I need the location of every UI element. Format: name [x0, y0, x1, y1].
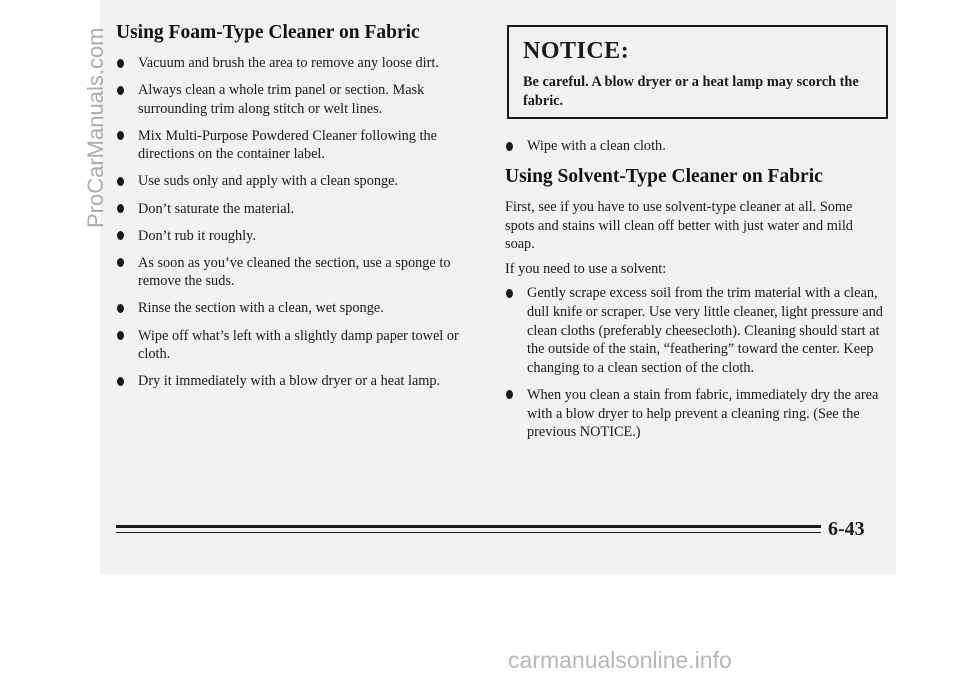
list-item-text: When you clean a stain from fabric, immediately dry the area with a blow dryer to help prevent a cleaning ring. (See the previous NOTICE.) [527, 386, 879, 441]
list-item-text: Wipe with a clean cloth. [527, 138, 666, 154]
side-watermark: ProCarManuals.com [83, 27, 108, 228]
bullet-icon [506, 390, 513, 399]
solvent-cleaner-heading: Using Solvent-Type Cleaner on Fabric [505, 166, 823, 188]
foam-cleaner-list [116, 54, 491, 391]
wipe-list [505, 137, 885, 156]
list-item-text: Rinse the section with a clean, wet sponge. [138, 300, 384, 317]
list-item [505, 284, 885, 377]
list-item [116, 227, 491, 246]
notice-box [507, 25, 888, 119]
list-item [116, 54, 491, 73]
bullet-icon [117, 231, 124, 240]
footer-rule-thick [116, 525, 821, 528]
list-item [116, 372, 491, 391]
list-item [505, 386, 885, 442]
left-column [116, 20, 491, 399]
list-item [116, 254, 491, 291]
bullet-icon [117, 86, 124, 95]
bullet-icon [117, 331, 124, 340]
solvent-cleaner-list [505, 284, 885, 441]
foam-cleaner-heading: Using Foam-Type Cleaner on Fabric [116, 22, 420, 43]
bottom-watermark: carmanualsonline.info [508, 647, 732, 673]
bullet-icon [506, 142, 513, 151]
list-item-text: Mix Multi-Purpose Powdered Cleaner following the directions on the container label. [138, 127, 437, 163]
list-item-text: Use suds only and apply with a clean sponge. [138, 173, 399, 190]
bullet-icon [117, 204, 124, 213]
list-item [116, 299, 491, 318]
list-item-text: Gently scrape excess soil from the trim material with a clean, dull knife or scraper. Use very little cleaner, light pressure and clean cloths (preferably cheesecloth). Cleaning should start at the outside of the stain, “feathering” toward the center. Keep changing to a clean section of the cloth. [527, 285, 883, 376]
list-item-text: Don’t rub it roughly. [138, 227, 256, 244]
list-item-text: As soon as you’ve cleaned the section, use a sponge to remove the suds. [138, 254, 451, 290]
list-item [505, 137, 885, 156]
bullet-icon [117, 258, 124, 267]
list-item [116, 127, 491, 164]
list-item [116, 200, 491, 219]
footer-rule-thin [116, 532, 821, 533]
solvent-lead-paragraph: If you need to use a solvent: [505, 260, 667, 277]
intro-paragraph: First, see if you have to use solvent-type cleaner at all. Some spots and stains will clean off better with just water and mild soap. [505, 199, 853, 253]
notice-text: Be careful. A blow dryer or a heat lamp may scorch the fabric. [523, 74, 859, 109]
bullet-icon [117, 377, 124, 386]
bullet-icon [117, 304, 124, 313]
list-item-text: Wipe off what’s left with a slightly damp paper towel or cloth. [138, 327, 459, 363]
page-number: 6-43 [828, 518, 865, 540]
list-item [116, 81, 491, 118]
right-column [505, 25, 885, 450]
bullet-icon [506, 289, 513, 298]
list-item-text: Don’t saturate the material. [138, 200, 295, 217]
list-item-text: Dry it immediately with a blow dryer or a heat lamp. [138, 373, 441, 390]
bullet-icon [117, 59, 124, 68]
bullet-icon [117, 177, 124, 186]
list-item [116, 172, 491, 191]
list-item-text: Vacuum and brush the area to remove any loose dirt. [138, 55, 439, 71]
list-item-text: Always clean a whole trim panel or section. Mask surrounding trim along stitch or welt lines. [138, 82, 425, 117]
notice-title: NOTICE: [523, 38, 630, 64]
list-item [116, 327, 491, 364]
bullet-icon [117, 131, 124, 140]
